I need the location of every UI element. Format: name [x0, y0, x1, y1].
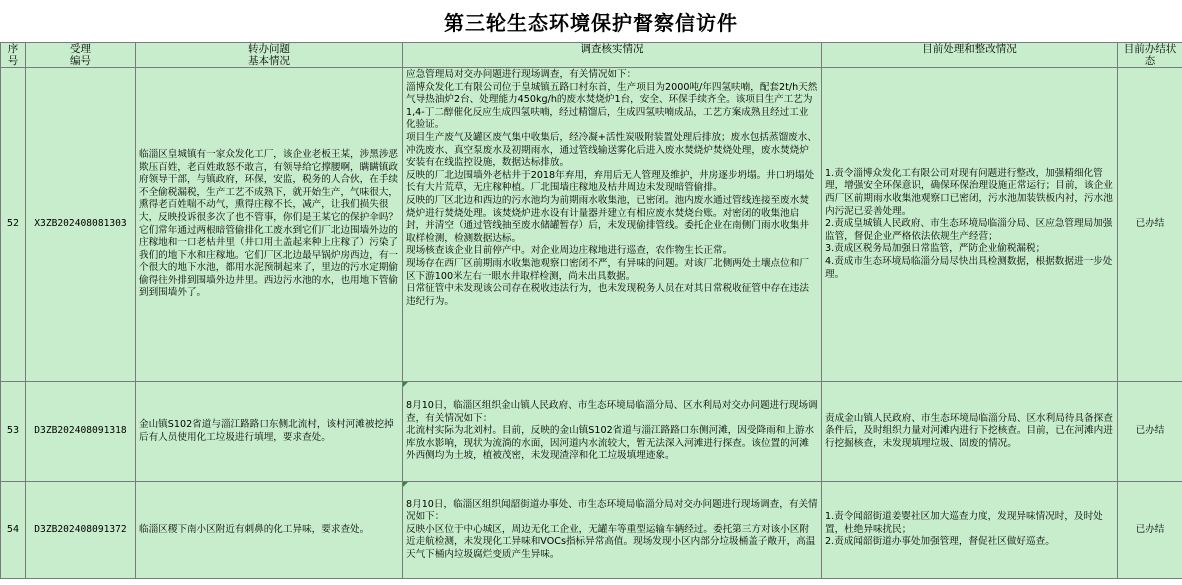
cell-handling: 责成金山镇人民政府、市生态环境局临淄分局、区水利局待具备探查条件后，及时组织力量对河滩内进行下挖核查。目前，已在河滩内进行挖掘核查，未发现填埋垃圾、固废的情况。: [822, 382, 1118, 482]
cell-status: 已办结: [1118, 482, 1182, 579]
petition-table: [0, 42, 1182, 579]
header-handling: 目前处理和整改情况: [822, 43, 1118, 68]
header-issue: 转办问题 基本情况: [136, 43, 403, 68]
header-status: 目前办结状 态: [1118, 43, 1182, 68]
cell-receipt-no: X3ZB202408081303: [26, 68, 136, 382]
cell-seq: 52: [1, 68, 26, 382]
cell-issue: 临淄区稷下南小区附近有刺鼻的化工异味，要求查处。: [136, 482, 403, 579]
cell-seq: 53: [1, 382, 26, 482]
cell-status: 已办结: [1118, 68, 1182, 382]
table-row: [1, 382, 1182, 482]
cell-status: 已办结: [1118, 382, 1182, 482]
table-header-row: [1, 43, 1182, 68]
cell-issue: 临淄区皇城镇有一家众发化工厂，该企业老板王某，涉黑涉恶欺压百姓，老百姓敢怒不敢言，有领导给它撑腰啊，瞒瞒镇政府领导干部，与镇政府，环保，安监，税务的人合伙，在手续不全偷税漏税，生产工艺不成熟下，就开始生产，气味很大，熏得老百姓喘不动气，熏得庄稼不长，减产，让我们损失很大，反映投诉很多次了也不管事，你们是王某它的保护伞吗？它们常年通过两根暗管偷排化工废水到它们厂北边围墙外边的庄稼地和一口老枯井里（井口用土盖起来种上庄稼了）污染了我们的地下水和庄稼地。它们厂区北边最早锅炉房西边，有一个很大的地下水池，都用水泥预制起来了，里边的污水定期偷偷得往外排到围墙外边井里。西边污水池的水，也用地下管偷到到围墙外了。: [136, 68, 403, 382]
cell-receipt-no: D3ZB202408091318: [26, 382, 136, 482]
table-row: [1, 482, 1182, 579]
header-receipt-no: 受理 编号: [26, 43, 136, 68]
cell-issue: 金山镇S102省道与淄江路路口东侧北流村，该村河滩被挖掉后有人员使用化工垃圾进行填埋，要求查处。: [136, 382, 403, 482]
cell-handling: 1.责令淄博众发化工有限公司对现有问题进行整改，加强精细化管理，增强安全环保意识，确保环保治理设施正常运行；目前，该企业西厂区前期雨水收集池观察口已密闭，污水池加装铁板内衬，污水池内污泥已妥善处理。 2.责成皇城镇人民政府、市生态环境局临淄分局、区应急管理局加强监管，督促企业严格依法依规生产经营； 3.责成区税务局加强日常监管，严防企业偷税漏税； 4.责成市生态环境局临淄分局尽快出具检测数据，根据数据进一步处理。: [822, 68, 1118, 382]
cell-receipt-no: D3ZB202408091372: [26, 482, 136, 579]
cell-investigation: 8月10日，临淄区组织闻韶街道办事处、市生态环境局临淄分局对交办问题进行现场调查，有关情况如下： 反映小区位于中心城区，周边无化工企业，无罐车等重型运输车辆经过。委托第三方对该小区附近走航检测，未发现化工异味和VOCs指标异常高值。现场发现小区内部分垃圾桶盖子敞开，高温天气下桶内垃圾腐烂变质产生异味。: [403, 482, 822, 579]
cell-investigation: 应急管理局对交办问题进行现场调查，有关情况如下： 淄博众发化工有限公司位于皇城镇五路口村东首，生产项目为2000吨/年四氢呋喃，配套2t/h天然气导热油炉2台、处理能力450kg/h的废水焚烧炉1台，安全、环保手续齐全。该项目生产工艺为1,4-丁二醇催化反应生成四氢呋喃，经过精馏后，生成四氢呋喃成品，工艺方案成熟且经过工业化验证。 项目生产废气及罐区废气集中收集后，经冷凝+活性炭吸附装置处理后排放；废水包括蒸馏废水、冲洗废水、真空泵废水及初期雨水，通过管线输送雾化后进入废水焚烧炉焚烧处理，废水焚烧炉安装有在线监控设施，数据达标排放。 反映的厂北边围墙外老枯井于2018年弃用，弃用后无人管理及维护，井房逐步坍塌。井口坍塌处长有大片荒草，无庄稼种植。厂北围墙庄稼地及枯井周边未发现暗管偷排。 反映的厂区北边和西边的污水池均为前期雨水收集池，已密闭。池内废水通过管线连接至废水焚烧炉进行焚烧处理。该焚烧炉进水设有计量器并建立有相应废水焚烧台账。对密闭的收集池启封，并清空（通过管线抽至废水储罐暂存）后，未发现偷排管线。委托企业在南侧门雨水收集井取样检测，检测数据达标。 现场核查该企业目前停产中。对企业周边庄稼地进行巡查，农作物生长正常。 现场存在西厂区前期雨水收集池观察口密闭不严，有异味的问题。对该厂北侧两处土壤点位和厂区下游100米左右一眼水井取样检测，尚未出具数据。 日常征管中未发现该公司存在税收违法行为，也未发现税务人员在对其日常税收征管中存在违法违纪行为。: [403, 68, 822, 382]
cell-handling: 1.责令闻韶街道姜婴社区加大巡查力度，发现异味情况时，及时处置，杜绝异味扰民； 2.责成闻韶街道办事处加强管理，督促社区做好巡查。: [822, 482, 1118, 579]
table-row: [1, 68, 1182, 382]
header-investigation: 调查核实情况: [403, 43, 822, 68]
cell-investigation: 8月10日，临淄区组织金山镇人民政府、市生态环境局临淄分局、区水利局对交办问题进行现场调查，有关情况如下： 北流村实际为北刘村。目前，反映的金山镇S102省道与淄江路路口东侧河滩，因受降雨和上游水库放水影响，现状为流淌的水面，因河道内水流较大，暂无法深入河滩进行探查。该位置的河滩外西侧均为土坡，植被茂密，未发现渣滓和化工垃圾填埋迹象。: [403, 382, 822, 482]
cell-seq: 54: [1, 482, 26, 579]
page-title: 第三轮生态环境保护督察信访件: [444, 10, 738, 35]
header-seq: 序号: [1, 43, 26, 68]
